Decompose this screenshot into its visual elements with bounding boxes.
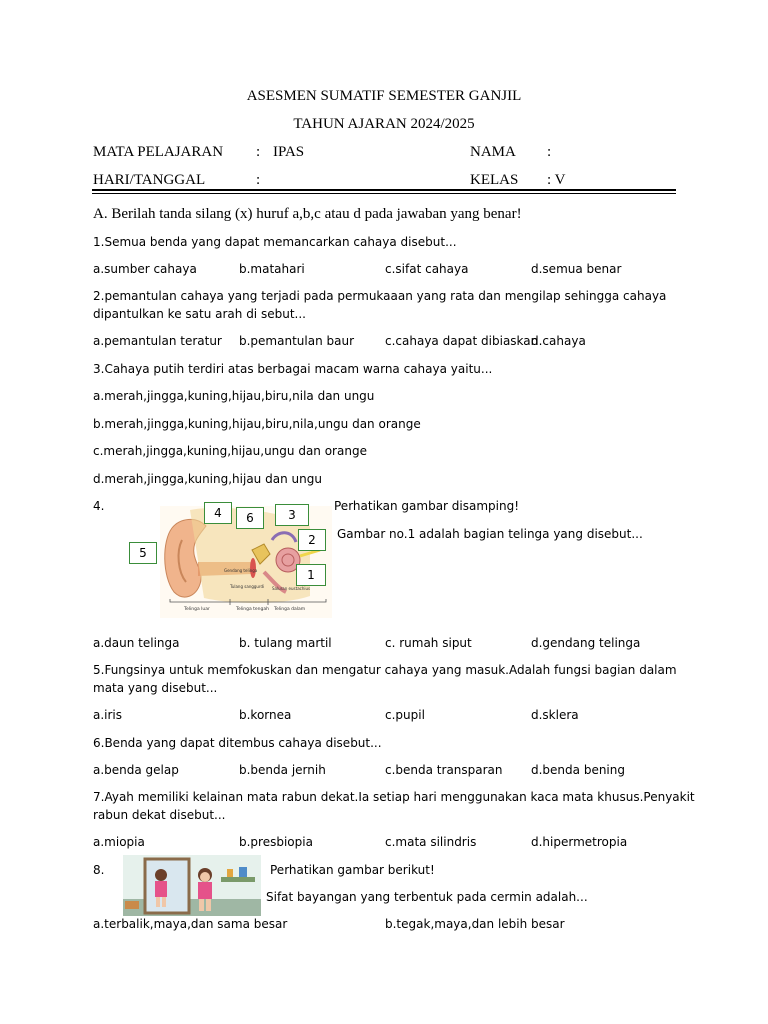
q3-option-a[interactable]: a.merah,jingga,kuning,hijau,biru,nila dan ungu (93, 389, 375, 403)
ear-label-1: 1 (296, 564, 326, 586)
label-telinga-dalam: Telinga dalam (274, 607, 306, 612)
section-a-instruction: A. Berilah tanda silang (x) huruf a,b,c atau d pada jawaban yang benar! (93, 206, 522, 222)
q7-option-b[interactable]: b.presbiopia (239, 835, 313, 849)
day-colon: : (256, 172, 261, 188)
ear-label-2: 2 (298, 529, 326, 551)
q2-option-d[interactable]: d.cahaya (531, 334, 586, 348)
label-telinga-tengah: Telinga tengah (236, 607, 270, 612)
q7-option-d[interactable]: d.hipermetropia (531, 835, 628, 849)
question-4-text: Gambar no.1 adalah bagian telinga yang disebut... (337, 527, 643, 541)
q6-option-b[interactable]: b.benda jernih (239, 763, 326, 777)
q1-option-d[interactable]: d.semua benar (531, 262, 622, 276)
q3-option-c[interactable]: c.merah,jingga,kuning,hijau,ungu dan orange (93, 444, 367, 458)
q5-option-b[interactable]: b.kornea (239, 708, 292, 722)
exam-year: TAHUN AJARAN 2024/2025 (293, 116, 475, 132)
question-4-number: 4. (93, 499, 105, 513)
subject-value: IPAS (273, 144, 305, 160)
exam-title: ASESMEN SUMATIF SEMESTER GANJIL (246, 88, 522, 104)
question-5-line2: mata yang disebut... (93, 681, 218, 695)
q3-option-d[interactable]: d.merah,jingga,kuning,hijau dan ungu (93, 472, 322, 486)
q8-option-b[interactable]: b.tegak,maya,dan lebih besar (385, 917, 565, 931)
ear-label-3: 3 (275, 504, 309, 526)
subject-label: MATA PELAJARAN (93, 144, 224, 160)
question-6: 6.Benda yang dapat ditembus cahaya disebut... (93, 736, 382, 750)
ear-label-4: 4 (204, 502, 232, 524)
subject-colon: : (256, 144, 261, 160)
label-saluran: Saluran eustachius (272, 586, 311, 591)
mirror-illustration-image (123, 855, 261, 916)
q4-option-b[interactable]: b. tulang martil (239, 636, 332, 650)
q2-option-a[interactable]: a.pemantulan teratur (93, 334, 222, 348)
name-colon: : (547, 144, 552, 160)
q5-option-c[interactable]: c.pupil (385, 708, 425, 722)
q2-option-c[interactable]: c.cahaya dapat dibiaskan (385, 334, 539, 348)
q2-option-b[interactable]: b.pemantulan baur (239, 334, 355, 348)
q4-option-c[interactable]: c. rumah siput (385, 636, 472, 650)
q4-option-d[interactable]: d.gendang telinga (531, 636, 641, 650)
ear-label-5: 5 (129, 542, 157, 564)
q1-option-c[interactable]: c.sifat cahaya (385, 262, 469, 276)
question-2-line2: dipantulkan ke satu arah di sebut... (93, 307, 306, 321)
q1-option-b[interactable]: b.matahari (239, 262, 305, 276)
label-gendang: Gendang telinga (224, 568, 258, 573)
ear-label-6: 6 (236, 507, 264, 529)
label-tulang: Tulang sanggurdi (230, 584, 265, 589)
q6-option-a[interactable]: a.benda gelap (93, 763, 179, 777)
question-3: 3.Cahaya putih terdiri atas berbagai macam warna cahaya yaitu... (93, 362, 493, 376)
question-1: 1.Semua benda yang dapat memancarkan cahaya disebut... (93, 235, 457, 249)
q8-option-a[interactable]: a.terbalik,maya,dan sama besar (93, 917, 288, 931)
q5-option-d[interactable]: d.sklera (531, 708, 579, 722)
label-telinga-luar: Telinga luar (184, 607, 210, 612)
name-label: NAMA (470, 144, 516, 160)
q7-option-c[interactable]: c.mata silindris (385, 835, 477, 849)
class-value: : V (547, 172, 566, 188)
question-8-text: Sifat bayangan yang terbentuk pada cermin adalah... (266, 890, 588, 904)
header-divider-thick (92, 189, 676, 191)
question-2-line1: 2.pemantulan cahaya yang terjadi pada permukaaan yang rata dan mengilap sehingga cahaya (93, 289, 667, 303)
header-divider-thin (92, 193, 676, 194)
question-5-line1: 5.Fungsinya untuk memfokuskan dan mengatur cahaya yang masuk.Adalah fungsi bagian dalam (93, 663, 677, 677)
day-label: HARI/TANGGAL (93, 172, 206, 188)
q4-option-a[interactable]: a.daun telinga (93, 636, 180, 650)
q6-option-d[interactable]: d.benda bening (531, 763, 625, 777)
question-4-instruction: Perhatikan gambar disamping! (334, 499, 520, 513)
q3-option-b[interactable]: b.merah,jingga,kuning,hijau,biru,nila,ungu dan orange (93, 417, 421, 431)
question-8-instruction: Perhatikan gambar berikut! (270, 863, 435, 877)
class-label: KELAS (470, 172, 519, 188)
q7-option-a[interactable]: a.miopia (93, 835, 145, 849)
q5-option-a[interactable]: a.iris (93, 708, 123, 722)
question-7-line1: 7.Ayah memiliki kelainan mata rabun dekat.Ia setiap hari menggunakan kaca mata khusus.Penyakit (93, 790, 695, 804)
q1-option-a[interactable]: a.sumber cahaya (93, 262, 197, 276)
question-7-line2: rabun dekat disebut... (93, 808, 226, 822)
q6-option-c[interactable]: c.benda transparan (385, 763, 503, 777)
question-8-number: 8. (93, 863, 105, 877)
